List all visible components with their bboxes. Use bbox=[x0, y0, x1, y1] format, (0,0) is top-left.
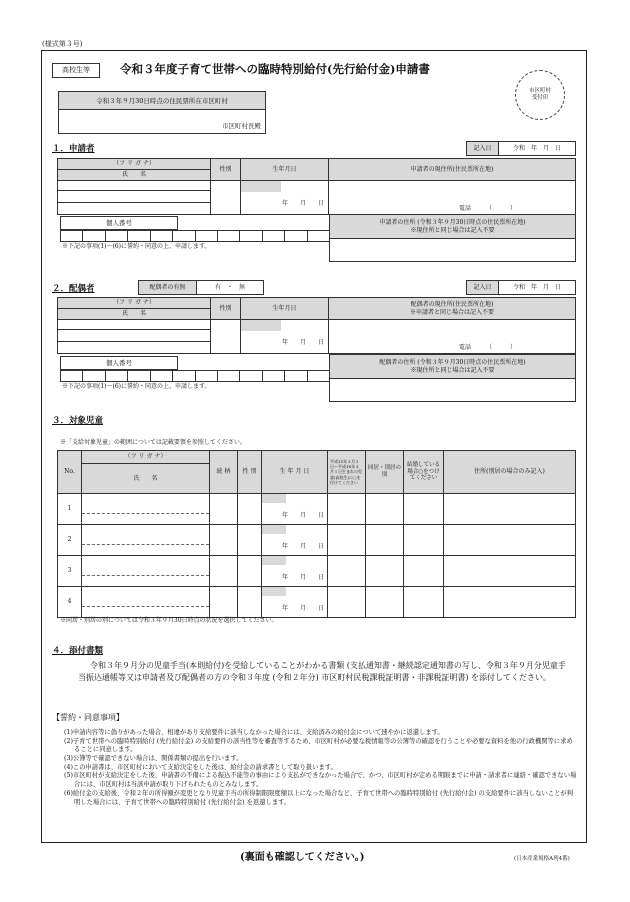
row-number: 4 bbox=[58, 587, 82, 618]
col-married: 結婚している場合○をつけてください bbox=[404, 451, 444, 494]
name-input[interactable] bbox=[58, 191, 211, 203]
oath-item: (4)この申請書は、市区町村において支給決定をした後は、給付金の請求書として取り扱います。 bbox=[64, 763, 337, 771]
children-note-bottom: ※同居・別居の別については令和３年９月30日時点の状況を選択してください。 bbox=[60, 617, 278, 624]
oath-item: (2)子育て世帯への臨時特別給付 (先行給付金) の支給要件の該当性等を審査等するため、市区町村が必要な税情報等の公簿等の確認を行うことや必要な資料を他の行政機関等に求めることに同意します。 bbox=[64, 737, 573, 754]
mynumber-label: 個人番号 bbox=[60, 216, 178, 230]
spouse-birth-input[interactable] bbox=[241, 320, 329, 354]
applicant-heading: １．申請者 bbox=[52, 144, 95, 154]
spouse-current-address-label: 配偶者の現住所(住民票所在地) bbox=[410, 301, 494, 308]
applicant-residence bbox=[329, 214, 576, 262]
oath-item: (6)給付金の支給後、令和２年の所得額が変更となり児童手当の所得制限限度額以上になった場合など、子育て世帯への臨時特別給付 (先行給付金) の支給要件に該当しないことが判明した場合には、子育て世帯への臨時特別給付 (先行給付金) を返還します。 bbox=[64, 789, 573, 806]
spouse-name-label: 氏 名 bbox=[58, 309, 211, 320]
spouse-name-input-2[interactable] bbox=[58, 342, 211, 354]
children-note-top: ※「支給対象児童」の範囲については記載要領を参照してください。 bbox=[60, 439, 246, 446]
spouse-furigana-label: （フ リ ガ ナ） bbox=[58, 298, 211, 309]
back-side-note: (裏面も確認してください。) bbox=[240, 852, 365, 863]
name-label: 氏 名 bbox=[58, 170, 211, 181]
row-birth-ymd: 年 月 日 bbox=[281, 543, 324, 550]
spouse-residence bbox=[329, 354, 576, 402]
birth-input[interactable] bbox=[241, 181, 329, 215]
applicant-oath-note: ※下記の事項(1)～(6)に誓約・同意の上、申請します。 bbox=[62, 243, 211, 250]
spouse-residence-note: ※現住所と同じ場合は記入不要 bbox=[410, 366, 495, 374]
oath-item: (5)市区町村が支給決定をした後、申請書の不備による振込不能等の事由により支払ができなかった場合で、かつ、市区町村が定める期限までに申請・請求者に連絡・確認できない場合には、市区町村は当該申請が取り下げられたものとみなします。 bbox=[64, 772, 577, 789]
row-number: 2 bbox=[58, 525, 82, 556]
spouse-table bbox=[57, 297, 576, 354]
spouse-birth-label: 生年月日 bbox=[241, 298, 329, 320]
addressee-box bbox=[58, 91, 266, 134]
spouse-gender-input[interactable] bbox=[211, 320, 241, 354]
row-number: 1 bbox=[58, 494, 82, 525]
spouse-mynumber-label: 個人番号 bbox=[60, 356, 178, 370]
col-no: No. bbox=[58, 451, 82, 494]
spouse-name-input[interactable] bbox=[58, 330, 211, 342]
col-address: 住所(別居の場合のみ記入) bbox=[444, 451, 576, 494]
table-row bbox=[58, 494, 576, 525]
mynumber-boxes[interactable] bbox=[60, 230, 330, 242]
residence-note: ※現住所と同じ場合は記入不要 bbox=[410, 226, 495, 234]
spouse-entry-date bbox=[466, 280, 576, 295]
entry-date-label: 記入日 bbox=[467, 142, 499, 156]
col-furigana: （フ リ ガ ナ） bbox=[82, 451, 210, 464]
spouse-phone-field[interactable]: 電話 （ ） bbox=[329, 320, 576, 354]
row-birth-ymd: 年 月 日 bbox=[281, 574, 324, 581]
row-number: 3 bbox=[58, 556, 82, 587]
col-gender: 性 別 bbox=[238, 451, 262, 494]
spouse-residence-input[interactable] bbox=[330, 379, 576, 402]
form-number: (様式第３号) bbox=[42, 40, 83, 48]
category-badge: 高校生等 bbox=[52, 63, 100, 78]
spouse-oath-note: ※下記の事項(1)～(6)に誓約・同意の上、申請します。 bbox=[62, 383, 211, 390]
attachments-heading: ４．添付書類 bbox=[52, 646, 104, 656]
applicant-entry-date bbox=[466, 141, 576, 156]
furigana-input[interactable] bbox=[58, 181, 211, 191]
spouse-presence bbox=[138, 280, 264, 295]
has-spouse-label: 配偶者の有無 bbox=[139, 281, 197, 295]
attachments-body: 令和３年９月分の児童手当(本則給付)を受給していることがわかる書類 (支払通知書・継続認定通知書の写し、令和３年９月分児童手当振込通帳等又は申請者及び配偶者の方の令和３年度 (令和２年分) 市区町村民税課税証明書・非課税証明書) を添付してください。 bbox=[78, 661, 566, 682]
form-title: 令和３年度子育て世帯への臨時特別給付(先行給付金)申請書 bbox=[120, 62, 430, 76]
residence-label: 申請者の住所 (令和３年９月30日時点の住民票所在地) bbox=[379, 219, 526, 226]
spouse-residence-label: 配偶者の住所 (令和３年９月30日時点の住民票所在地) bbox=[379, 359, 526, 366]
spouse-mynumber-boxes[interactable] bbox=[60, 370, 330, 382]
furigana-label: （フ リ ガ ナ） bbox=[58, 159, 211, 170]
addressee-header: 令和３年９月30日時点の住民票所在市区町村 bbox=[59, 92, 265, 110]
spouse-heading: ２．配偶者 bbox=[52, 284, 95, 294]
children-heading: ３．対象児童 bbox=[52, 416, 104, 426]
gender-label: 性別 bbox=[211, 159, 241, 181]
birth-label: 生年月日 bbox=[241, 159, 329, 181]
birth-ymd: 年 月 日 bbox=[281, 200, 324, 207]
oath-item: (3)公簿等で確認できない場合は、関係書類の提出を行います。 bbox=[64, 755, 243, 763]
reception-stamp: 市区町村 受付印 bbox=[515, 70, 565, 120]
children-table bbox=[57, 450, 576, 618]
spouse-entry-date-value[interactable]: 令和 年 月 日 bbox=[499, 281, 576, 295]
residence-input[interactable] bbox=[330, 239, 576, 262]
table-row bbox=[58, 587, 576, 618]
oath-list bbox=[64, 729, 579, 807]
table-row bbox=[58, 525, 576, 556]
name-input-2[interactable] bbox=[58, 203, 211, 215]
spouse-birth-ymd: 年 月 日 bbox=[281, 339, 324, 346]
spouse-furigana-input[interactable] bbox=[58, 320, 211, 330]
oath-heading: 【誓約・同意事項】 bbox=[52, 713, 124, 722]
current-address-label: 申請者の現住所(住民票所在地) bbox=[329, 159, 576, 181]
entry-date-value[interactable]: 令和 年 月 日 bbox=[499, 142, 576, 156]
spouse-current-note: ※申請者と同じ場合は記入不要 bbox=[409, 308, 494, 316]
row-birth-ymd: 年 月 日 bbox=[281, 605, 324, 612]
paper-size-note: (日本産業規格A列4番) bbox=[514, 856, 570, 862]
oath-item: (1)申請内容等に偽りがあった場合、相違があり支給要件に該当しなかった場合には、支給済みの給付金について速やかに返還します。 bbox=[64, 729, 444, 736]
has-spouse-choice[interactable]: 有 ・ 無 bbox=[197, 281, 264, 295]
spouse-entry-date-label: 記入日 bbox=[467, 281, 499, 295]
applicant-table bbox=[57, 158, 576, 215]
col-cohabit: 同居・別居の別 bbox=[366, 451, 404, 494]
col-relation: 続 柄 bbox=[210, 451, 238, 494]
col-name: 氏 名 bbox=[82, 464, 210, 494]
phone-field[interactable]: 電話 （ ） bbox=[329, 181, 576, 215]
row-birth-ymd: 年 月 日 bbox=[281, 512, 324, 519]
table-row bbox=[58, 556, 576, 587]
gender-input[interactable] bbox=[211, 181, 241, 215]
addressee-footer: 市区町村長殿 bbox=[222, 121, 261, 130]
col-highschool: 平成15年４月２日～平成18年４月１日生まれの児童(高校生)に○を付けてください bbox=[328, 451, 366, 494]
spouse-gender-label: 性別 bbox=[211, 298, 241, 320]
col-birth: 生 年 月 日 bbox=[262, 451, 328, 494]
